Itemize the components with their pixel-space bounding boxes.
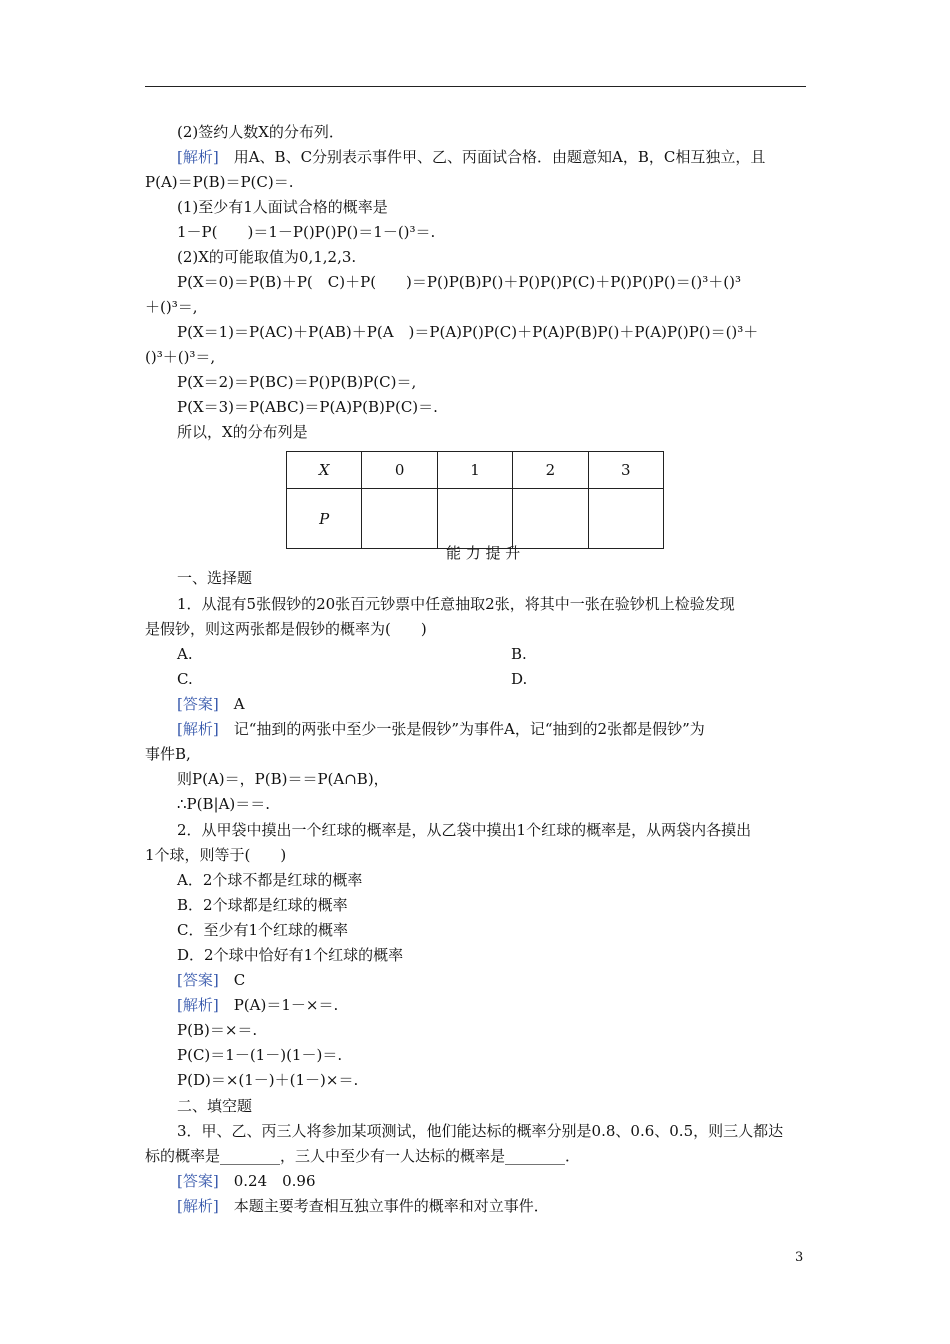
line-text: 3．甲、乙、丙三人将参加某项测试，他们能达标的概率分别是0.8、0.6、0.5，则三人都达 (177, 1122, 784, 1140)
text-line (177, 694, 245, 714)
text-line (177, 147, 765, 167)
text-line (177, 422, 308, 442)
text-line (177, 995, 338, 1015)
section-tag: [解析] (177, 1197, 219, 1215)
text-line (145, 172, 294, 192)
section-tag: [答案] (177, 971, 219, 989)
line-text: D. (511, 670, 528, 688)
text-line (177, 1196, 549, 1216)
text-line (145, 347, 215, 367)
line-text: P(C)＝1－(1－)(1－)＝. (177, 1046, 343, 1064)
section-tag: [解析] (177, 148, 219, 166)
line-text: 2．从甲袋中摸出一个红球的概率是，从乙袋中摸出1个红球的概率是，从两袋内各摸出 (177, 821, 752, 839)
table-cell: 2 (513, 452, 588, 489)
text-line (177, 1171, 316, 1191)
text-line (177, 372, 416, 392)
text-line (177, 322, 758, 342)
text-line (177, 247, 356, 267)
text-line (177, 1045, 342, 1065)
line-text: 用A、B、C分别表示事件甲、乙、丙面试合格．由题意知A，B，C相互独立，且 (218, 148, 766, 166)
distribution-table (286, 451, 664, 549)
line-text: 记“抽到的两张中至少一张是假钞”为事件A，记“抽到的2张都是假钞”为 (218, 720, 705, 738)
line-text: A (218, 695, 245, 713)
line-text: P(X＝0)＝P(B)＋P( C)＋P( )＝P()P(B)P()＋P()P()P(C)＋P()P()P()＝()³＋()³ (177, 273, 742, 291)
text-line (177, 1121, 783, 1141)
table-header-row (287, 452, 664, 489)
text-line (511, 669, 527, 689)
line-text: 能 力 提 升 (446, 544, 521, 562)
text-line (177, 1070, 358, 1090)
text-line (145, 297, 198, 317)
text-line (177, 568, 252, 588)
text-line (177, 669, 193, 689)
text-line (177, 1020, 257, 1040)
line-text: P(A)＝P(B)＝P(C)＝. (145, 173, 294, 191)
line-text: 1－P( )＝1－P()P()P()＝1－()³＝. (177, 223, 436, 241)
text-line (145, 1146, 580, 1166)
line-text: ∴P(B|A)＝＝. (177, 795, 271, 813)
line-text: (1)至少有1人面试合格的概率是 (177, 198, 388, 216)
line-text: C (218, 971, 246, 989)
line-text: B．2个球都是红球的概率 (177, 896, 348, 914)
text-line (177, 794, 270, 814)
text-line (177, 644, 193, 664)
text-line (177, 122, 344, 142)
text-line (145, 619, 427, 639)
section-tag: [解析] (177, 720, 219, 738)
table-cell (513, 489, 588, 549)
text-line (177, 945, 403, 965)
line-text: 则P(A)＝，P(B)＝＝P(A∩B)， (177, 770, 389, 788)
table-cell: 1 (437, 452, 512, 489)
line-text: ＋()³＝, (145, 298, 198, 316)
line-text: 一、选择题 (177, 569, 253, 587)
text-line (177, 870, 362, 890)
text-line (177, 895, 348, 915)
table-cell (588, 489, 663, 549)
line-text: A．2个球不都是红球的概率 (177, 871, 363, 889)
text-line (177, 1096, 252, 1116)
line-text: P(A)＝1－×＝. (218, 996, 339, 1014)
line-text: 本题主要考查相互独立事件的概率和对立事件． (218, 1197, 549, 1215)
section-tag: [答案] (177, 1172, 219, 1190)
text-line (177, 719, 705, 739)
table-cell: X (287, 452, 362, 489)
line-text: P(X＝1)＝P(AC)＋P(AB)＋P(A )＝P(A)P()P(C)＋P(A)P(B)P()＋P(A)P()P()＝()³＋ (177, 323, 759, 341)
table-cell: 0 (362, 452, 437, 489)
line-text: 标的概率是________，三人中至少有一人达标的概率是________． (145, 1147, 581, 1165)
line-text: C．至少有1个红球的概率 (177, 921, 349, 939)
line-text: (2)X的可能取值为0,1,2,3. (177, 248, 357, 266)
line-text: P(X＝3)＝P(ABC)＝P(A)P(B)P(C)＝. (177, 398, 438, 416)
line-text: P(D)＝×(1－)＋(1－)×＝. (177, 1071, 359, 1089)
table-cell (437, 489, 512, 549)
line-text: 二、填空题 (177, 1097, 253, 1115)
table-row (287, 489, 664, 549)
text-line (177, 222, 435, 242)
page-number: 3 (795, 1250, 804, 1265)
section-tag: [答案] (177, 695, 219, 713)
text-line (177, 197, 388, 217)
section-tag: [解析] (177, 996, 219, 1014)
line-text: P(B)＝×＝. (177, 1021, 258, 1039)
text-line (145, 845, 286, 865)
header-rule (145, 86, 806, 87)
table-cell (362, 489, 437, 549)
line-text: 1个球，则等于( ) (145, 846, 287, 864)
line-text: D．2个球中恰好有1个红球的概率 (177, 946, 404, 964)
text-line (177, 920, 348, 940)
table-cell: 3 (588, 452, 663, 489)
text-line (145, 744, 191, 764)
text-line (177, 397, 438, 417)
line-text: C. (177, 670, 193, 688)
line-text: (2)签约人数X的分布列． (177, 123, 344, 141)
table-cell: P (287, 489, 362, 549)
line-text: 是假钞，则这两张都是假钞的概率为( ) (145, 620, 427, 638)
line-text: ()³＋()³＝, (145, 348, 216, 366)
text-line (177, 970, 245, 990)
text-line (177, 272, 741, 292)
line-text: 0.24 0.96 (218, 1172, 316, 1190)
line-text: A. (177, 645, 193, 663)
line-text: 所以，X的分布列是 (177, 423, 308, 441)
line-text: P(X＝2)＝P(BC)＝P()P(B)P(C)＝, (177, 373, 417, 391)
text-line (177, 769, 389, 789)
line-text: 事件B, (145, 745, 191, 763)
text-line (177, 820, 751, 840)
line-text: 1．从混有5张假钞的20张百元钞票中任意抽取2张，将其中一张在验钞机上检验发现 (177, 595, 735, 613)
line-text: B. (511, 645, 527, 663)
text-line (177, 594, 735, 614)
text-line (511, 644, 527, 664)
